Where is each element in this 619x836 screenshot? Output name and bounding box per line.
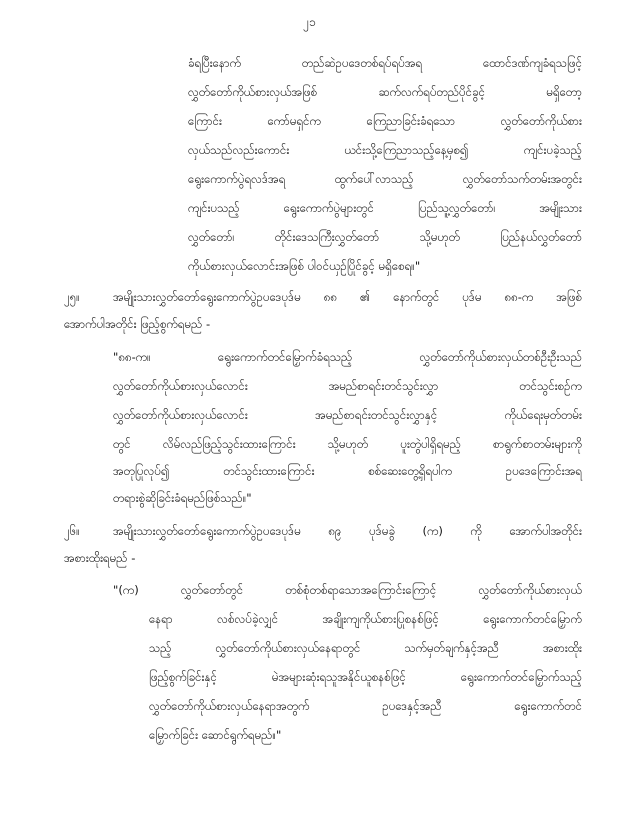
quote-line: မြှောက်ခြင်း ဆောင်ရွက်ရမည်။" — [149, 728, 282, 742]
body-line: ကျင်းပသည့် ရွေးကောက်ပွဲများတွင် ပြည်သူ့လွှတ်တော်၊ အမျိုးသား — [188, 201, 582, 215]
body-line: ကိုယ်စားလှယ်လောင်းအဖြစ် ပါဝင်ယှဉ်ပြိုင်ခွင့် မရှိစေရ။" — [188, 259, 421, 273]
section-number: ၂၅။ — [64, 290, 80, 304]
section-text: အမျိုးသားလွှတ်တော်ရွေးကောက်ပွဲဥပဒေပုဒ်မ ၈၈ ၏ နောက်တွင် ပုဒ်မ ၈၈-က အဖြစ် — [113, 290, 582, 304]
body-line: ရွေးကောက်ပွဲရလဒ်အရ ထွက်ပေါ်လာသည့် လွှတ်တော်သက်တမ်းအတွင်း — [188, 172, 582, 186]
section-number: ၂၆။ — [64, 524, 80, 538]
quote-line: အတုပြုလုပ်၍ တင်သွင်းထားကြောင်း စစ်ဆေးတွေ့ရှိရပါက ဥပဒေကြောင်းအရ — [113, 464, 582, 478]
body-line: ကြောင်း ကော်မရှင်က ကြေညာခြင်းခံရသော လွှတ်တော်ကိုယ်စား — [188, 114, 582, 128]
quote-line: သည့် လွှတ်တော်ကိုယ်စားလှယ်နေရာတွင် သက်မှတ်ချက်နှင့်အညီ အစားထိုး — [149, 641, 582, 655]
quote-line: "၈၈-က။ ရွေးကောက်တင်မြှောက်ခံရသည့် လွှတ်တော်ကိုယ်စားလှယ်တစ်ဦးဦးသည် — [113, 350, 582, 364]
body-line: လွှတ်တော်၊ တိုင်းဒေသကြီးလွှတ်တော် သို့မဟုတ် ပြည်နယ်လွှတ်တော် — [188, 230, 582, 244]
quote-line: တရားစွဲဆိုခြင်းခံရမည်ဖြစ်သည်။" — [113, 491, 252, 505]
section-text: အမျိုးသားလွှတ်တော်ရွေးကောက်ပွဲဥပဒေပုဒ်မ ၈၉ ပုဒ်မခွဲ (က) ကို အောက်ပါအတိုင်း — [113, 524, 582, 538]
quote-line: တွင် လိမ်လည်ဖြည့်သွင်းထားကြောင်း သို့မဟုတ် ပူးတွဲပါရှိရမည့် စာရွက်စာတမ်းများကို — [113, 437, 582, 451]
quote-line: "(က) လွှတ်တော်တွင် တစ်စုံတစ်ရာသောအကြောင်းကြောင့် လွှတ်တော်ကိုယ်စားလှယ် — [113, 583, 582, 597]
quote-line: လွှတ်တော်ကိုယ်စားလှယ်နေရာအတွက် ဥပဒေနှင့်အညီ ရွေးကောက်တင် — [149, 699, 582, 713]
body-line: လှယ်သည်လည်းကောင်း ယင်းသို့ကြေညာသည့်နေ့မှစ၍ ကျင်းပခဲ့သည့် — [188, 143, 582, 157]
quote-line: လွှတ်တော်ကိုယ်စားလှယ်လောင်း အမည်စာရင်းတင်သွင်းလွှာနှင့် ကိုယ်ရေးမှတ်တမ်း — [113, 408, 582, 422]
page-number: ၂၁ — [303, 15, 316, 29]
body-line: ခံရပြီးနောက် တည်ဆဲဥပဒေတစ်ရပ်ရပ်အရ ထောင်ဒဏ်ကျခံရသဖြင့် — [188, 56, 582, 70]
body-line: လွှတ်တော်ကိုယ်စားလှယ်အဖြစ် ဆက်လက်ရပ်တည်ပိုင်ခွင့် မရှိတော့ — [188, 85, 582, 99]
quote-line: ဖြည့်စွက်ခြင်းနှင့် မဲအများဆုံးရသူအနိုင်ယူစနစ်ဖြင့် ရွေးကောက်တင်မြှောက်သည့် — [149, 670, 582, 684]
quote-line: နေရာ လစ်လပ်ခဲ့လျှင် အချိုးကျကိုယ်စားပြုစနစ်ဖြင့် ရွေးကောက်တင်မြှောက် — [149, 612, 582, 626]
section-text: အစားထိုးရမည် - — [64, 551, 136, 565]
section-text: အောက်ပါအတိုင်း ဖြည့်စွက်ရမည် - — [64, 317, 211, 331]
quote-line: လွှတ်တော်ကိုယ်စားလှယ်လောင်း အမည်စာရင်းတင်သွင်းလွှာ တင်သွင်းစဉ်က — [113, 379, 582, 393]
